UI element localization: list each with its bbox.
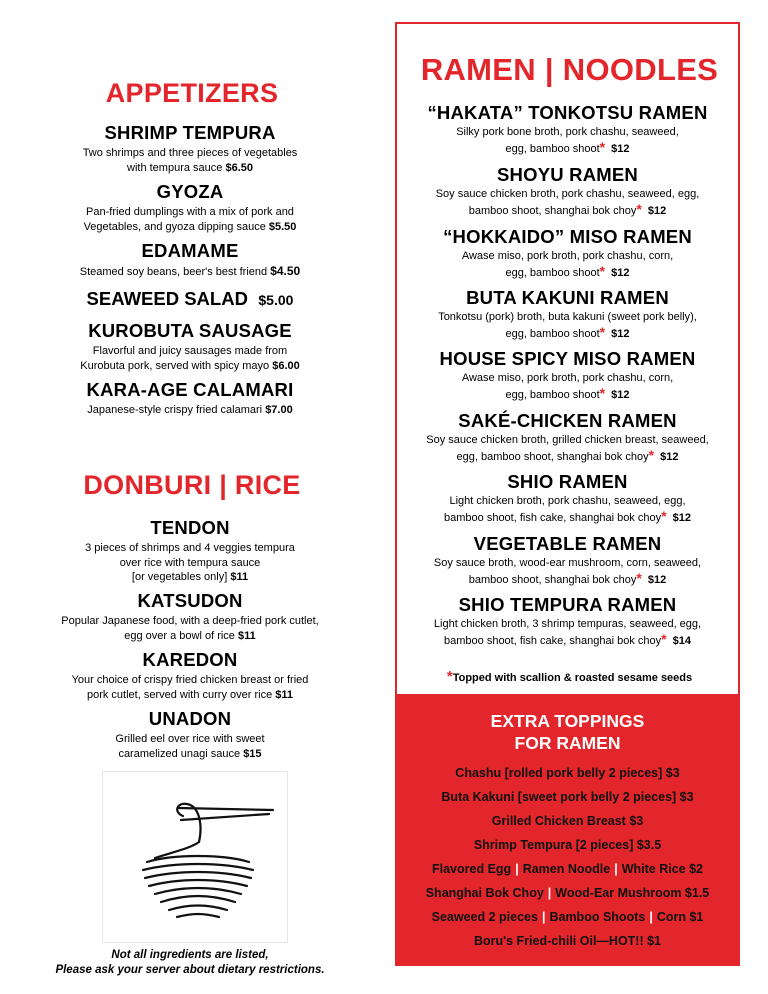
item-desc-line: Grilled eel over rice with sweet [115,733,265,745]
item-price: $12 [611,328,630,340]
item-desc-line: Popular Japanese food, with a deep-fried pork cutlet, [61,615,319,627]
donburi-title: DONBURI | RICE [83,470,301,500]
ramen-item-buta-kakuni [409,287,726,342]
item-desc-line: egg, bamboo shoot [505,328,600,340]
menu-item-karedon [40,649,340,702]
item-name: UNADON [148,708,232,729]
item-desc-line: with tempura sauce [127,161,223,174]
menu-item-unadon [40,708,340,761]
item-desc-line: Awase miso, pork broth, pork chashu, corn, [461,250,674,262]
topping-flavored-egg: Flavored Egg [432,862,512,876]
item-desc-line: Steamed soy beans, beer's best friend [79,266,268,278]
item-desc-line: Your choice of crispy fried chicken breast or fried [71,674,309,686]
ramen-item-shoyu [409,164,726,219]
topping-wood-ear: Wood-Ear Mushroom $1.5 [555,886,710,900]
item-desc-line: egg, bamboo shoot, shanghai bok choy [456,451,649,463]
item-desc-line: Two shrimps and three pieces of vegetables [82,147,298,159]
item-name: KAREDON [142,649,238,670]
item-desc-line: Tonkotsu (pork) broth, buta kakuni (sweet pork belly), [438,311,697,323]
menu-item-tendon [40,517,340,585]
separator: | [547,886,552,900]
ramen-item-hokkaido-miso [409,226,726,281]
asterisk-mark: * [648,447,655,463]
menu-item-edamame [40,240,340,280]
item-price: $12 [611,389,630,401]
asterisk-mark: * [661,508,667,524]
separator: | [541,910,546,924]
item-desc-line: caramelized unagi sauce [118,747,241,760]
topping-ramen-noodle: Ramen Noodle [522,862,611,876]
item-price: $11 [275,688,294,701]
menu-item-katsudon [40,590,340,643]
item-price: $5.00 [258,292,294,308]
ramen-item-sake-chicken [409,410,726,465]
topping-buta-kakuni: Buta Kakuni [sweet pork belly 2 pieces] $3 [441,790,694,804]
item-name: SAKÉ-CHICKEN RAMEN [458,410,677,431]
ramen-item-house-spicy-miso [409,348,726,403]
item-desc [409,371,726,403]
appetizers-title: APPETIZERS [105,78,279,108]
topping-bamboo: Bamboo Shoots [549,910,646,924]
item-desc [40,732,340,761]
item-desc [40,614,340,643]
item-desc [40,673,340,702]
item-desc [40,205,340,234]
item-name: HOUSE SPICY MISO RAMEN [439,348,696,369]
item-desc [409,617,726,649]
topping-shrimp-tempura: Shrimp Tempura [2 pieces] $3.5 [473,838,662,852]
topping-bokchoy-woodear [397,886,738,900]
item-price: $11 [230,571,249,583]
menu-item-seaweed-salad [40,288,340,310]
item-desc-line: bamboo shoot, shanghai bok choy [468,574,637,586]
item-desc-line: [or vegetables only] [131,571,228,583]
item-desc-line: egg over a bowl of rice [124,629,235,642]
item-price: $5.50 [268,220,297,233]
item-name: SHOYU RAMEN [497,164,638,185]
item-price: $12 [611,143,630,155]
item-desc [409,310,726,342]
item-desc-line: bamboo shoot, shanghai bok choy [468,205,637,217]
item-name: “HAKATA” TONKOTSU RAMEN [427,102,708,123]
item-desc [409,433,726,465]
ramen-bowl-chopsticks-icon [102,771,288,943]
topping-egg-noodle-rice [397,862,738,876]
item-price: $14 [672,635,691,647]
item-name: GYOZA [156,181,224,202]
item-desc [40,344,340,373]
note-line: Please ask your server about dietary restrictions. [55,964,325,976]
ramen-panel [395,22,740,966]
item-price: $12 [672,512,691,524]
item-price: $6.50 [225,161,253,174]
topping-grilled-chicken: Grilled Chicken Breast $3 [491,814,644,828]
extra-toppings-panel [397,694,738,966]
item-price: $15 [243,747,262,760]
menu-item-shrimp-tempura [40,122,340,175]
asterisk-mark: * [599,385,606,401]
item-desc-line: 3 pieces of shrimps and 4 veggies tempura [85,542,295,554]
item-name: “HOKKAIDO” MISO RAMEN [443,226,692,247]
topping-corn: Corn $1 [656,910,704,924]
ramen-item-vegetable [409,533,726,588]
asterisk-mark: * [599,324,606,340]
ramen-bowl-drawing [103,772,287,942]
item-desc-line: egg, bamboo shoot [505,389,600,401]
separator: | [649,910,653,924]
topping-white-rice: White Rice $2 [621,862,703,876]
item-desc-line: bamboo shoot, fish cake, shanghai bok choy [444,635,662,647]
item-price: $11 [237,629,256,642]
extra-toppings-title [397,710,738,754]
item-desc [409,125,726,157]
item-name: KATSUDON [137,590,243,611]
separator: | [515,862,519,876]
menu-item-gyoza [40,181,340,234]
item-desc-line: Silky pork bone broth, pork chashu, seaweed, [456,126,679,138]
topping-chashu: Chashu [rolled pork belly 2 pieces] $3 [455,766,680,780]
item-desc-line: pork cutlet, served with curry over rice [86,688,273,701]
item-desc-line: Pan-fried dumplings with a mix of pork and [86,206,294,218]
topping-bok-choy: Shanghai Bok Choy [425,886,544,900]
item-name: SHIO TEMPURA RAMEN [458,594,677,615]
item-desc-line: egg, bamboo shoot [505,143,600,155]
item-price: $12 [647,205,667,217]
item-name: VEGETABLE RAMEN [473,533,662,554]
item-desc-line: Soy sauce chicken broth, pork chashu, seaweed, egg, [435,188,700,200]
item-desc-line: Japanese-style crispy fried calamari [87,404,263,416]
item-desc-line: egg, bamboo shoot [505,267,600,279]
item-desc-line: Awase miso, pork broth, pork chashu, corn, [461,372,674,384]
item-desc [40,264,340,280]
asterisk-mark: * [636,570,642,586]
ramen-item-hakata-tonkotsu [409,102,726,157]
toppings-footnote [397,668,742,685]
asterisk-mark: * [446,668,453,685]
item-price: $12 [611,267,630,279]
item-name: SHRIMP TEMPURA [104,122,276,143]
item-price: $12 [647,574,667,586]
extra-title-line: EXTRA TOPPINGS [490,711,645,731]
topping-chili-oil: Boru's Fried-chili Oil—HOT!! $1 [473,934,662,948]
item-desc-line: Kurobuta pork, served with spicy mayo [80,359,270,372]
item-desc [409,187,726,219]
dietary-note [40,948,340,978]
item-desc-line: bamboo shoot, fish cake, shanghai bok choy [444,512,662,524]
item-desc [40,146,340,175]
item-desc-line: Flavorful and juicy sausages made from [92,345,288,357]
item-desc-line: Soy sauce chicken broth, grilled chicken breast, seaweed, [426,434,709,446]
asterisk-mark: * [661,631,667,647]
item-name: SHIO RAMEN [507,471,628,492]
item-desc-line: Light chicken broth, 3 shrimp tempuras, seaweed, egg, [433,618,702,630]
item-name: SEAWEED SALAD [86,288,248,309]
item-price: $4.50 [270,264,301,278]
footnote-text: Topped with scallion & roasted sesame seeds [452,672,693,684]
item-price: $12 [660,451,679,463]
asterisk-mark: * [599,263,606,279]
topping-seaweed: Seaweed 2 pieces [431,910,538,924]
menu-item-kara-age-calamari [40,379,340,418]
asterisk-mark: * [636,201,642,217]
ramen-item-shio [409,471,726,526]
ramen-title: RAMEN | NOODLES [420,52,719,87]
item-desc [40,541,340,585]
item-name: TENDON [150,517,230,538]
item-name: EDAMAME [141,240,239,261]
menu-item-kurobuta-sausage [40,320,340,373]
item-desc-line: Soy sauce broth, wood-ear mushroom, corn, seaweed, [433,557,702,569]
item-desc-line: over rice with tempura sauce [119,556,261,569]
item-name: BUTA KAKUNI RAMEN [466,287,669,308]
item-price: $6.00 [272,359,300,372]
item-desc [409,494,726,526]
item-desc [40,403,340,418]
ramen-item-shio-tempura [409,594,726,649]
item-desc-line: Vegetables, and gyoza dipping sauce [83,220,266,233]
extra-title-line: FOR RAMEN [514,733,621,753]
note-line: Not all ingredients are listed, [111,949,269,961]
item-name: KUROBUTA SAUSAGE [88,320,292,341]
item-name: KARA-AGE CALAMARI [86,379,294,400]
item-desc [409,556,726,588]
item-desc [409,249,726,281]
topping-seaweed-bamboo-corn [397,910,738,924]
item-price: $7.00 [265,404,293,416]
separator: | [614,862,618,876]
asterisk-mark: * [599,139,606,155]
item-desc-line: Light chicken broth, pork chashu, seaweed, egg, [449,495,686,507]
